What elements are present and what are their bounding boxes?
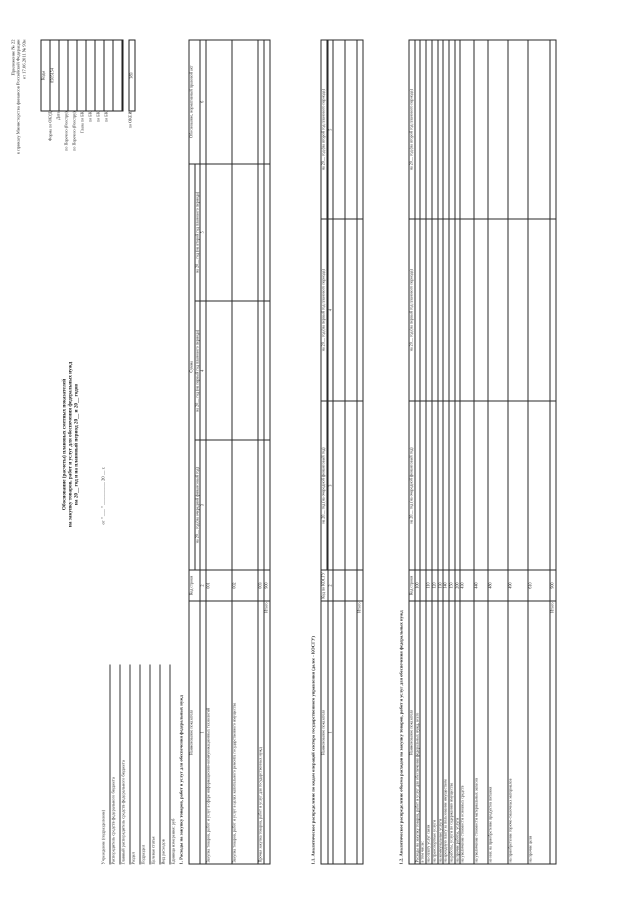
okei-label: по ОКЕИ	[127, 111, 133, 129]
table-row: на оплату услуг связи 110	[426, 40, 432, 864]
form-date: от " ___ " __________ 20 __ г.	[100, 466, 106, 525]
table-row: на арендную плату за пользование имуществом 140	[443, 40, 449, 864]
codes-labels: Форма по ОКУД Дата по Перечню (Реестру) по Перечню (Реестру) Глава по БК по БК по БК по БК	[47, 111, 109, 151]
table-row: Прочая закупка товаров, работ и услуг для государственных нужд 003	[258, 40, 264, 864]
table-row: на увеличение стоимости основных средств 430	[460, 40, 474, 864]
appendix-header	[11, 40, 27, 155]
order-line-1: к приказу Министерства финансов Российской Федерации	[15, 39, 21, 155]
table-row: на приобретение горюче-смазочных материалов 490	[508, 40, 528, 864]
table-row: на увеличение стоимости материальных запасов 440	[474, 40, 488, 864]
table-row: в том числе:	[420, 40, 426, 864]
table-2: Наименование показателя Код по КОСГУ на 20__ год (на очередной финансовый год) на 20__ год (на первый год планового периода) на 20__ год (на второй год планового периода) 1 2 3 4 5 Итого	[321, 40, 364, 865]
codes-header: Коды	[42, 41, 51, 111]
table-row: на прочие работы, услуги 200	[455, 40, 461, 864]
table-row: Закупка товаров, работ и услуг в целях капитального ремонта государственного имущества 002	[232, 40, 258, 864]
order-line-2: от 17.06.2011 № 93н	[21, 39, 27, 80]
table-row: на работы, услуги по содержанию имущества 150	[449, 40, 455, 864]
form-title	[63, 285, 81, 605]
table-row: на транспортные услуги 120	[432, 40, 438, 864]
title-line-3: на 20__ год и на плановый период 20__ и 20__ годов	[73, 383, 80, 506]
okei-value: 383	[129, 40, 136, 112]
section-1-title: 1. Расходы на закупку товаров, работ и услуг для обеспечения федеральных нужд	[178, 695, 184, 865]
table-row: на коммунальные услуги 130	[438, 40, 444, 864]
meta-fields: Учреждение (подразделение) Распорядитель средств федерального бюджета Главный распорядитель средств федерального бюджета Раздел Подраздел Целевая статья Вид расходов Единица измерения: руб	[101, 665, 180, 865]
table-1: Наименование показателя Код строки Сумма Обоснование, нормативный правовой акт на 20__ год (на очередной финансовый год) на 20__ год (на первый год планового периода) на 20__ год (на второй год планового периода) 1 2 3 4 5 6 Закупка товаров, работ и услуг в сфере информационно-коммуникационных технологий 001 Закупка товаров, работ и услуг в целях капитального ремонта государственного имущества 002 Прочая закупка товаров, работ и услуг для государственных нужд 003 Итого 900	[189, 40, 271, 865]
table-row: из них на приобретение продуктов питания 480	[488, 40, 508, 864]
table-row: Закупка товаров, работ и услуг в сфере информационно-коммуникационных технологий 001	[206, 40, 232, 864]
form-okud-code: 0505154	[51, 41, 60, 111]
codes-box	[41, 40, 124, 112]
table-row: на прочие цели 610	[528, 40, 550, 864]
form-sheet	[1, 0, 640, 905]
title-line-2: на закупку товаров, работ и услуг для обеспечения федеральных нужд	[67, 361, 74, 528]
appendix-number: Приложение № 22	[10, 39, 16, 76]
title-line-1: Обоснование (расчеты) плановых сметных показателей	[61, 378, 68, 511]
table-3: Наименование показателя Код строки на 20__ год (на очередной финансовый год) на 20__ год (на первый год планового периода) на 20__ год (на второй год планового периода) Расходы на закупку товаров, работ и услуг для обеспечения федеральных нужд, всего 100 в том числе: на оплату услуг связи 110 на транспортные услуги 120 на коммунальные услуги 130 на арендную плату за пользование имуществом 140 на работы, услуги по содержанию имущества 150 на прочие работы, услуги 200 на увеличение стоимости основных средств 430 на увеличение стоимости материальных запасов 440 из них на приобретение продуктов питания 480 на приобретение горюче-смазочных материалов 490 на прочие цели 610 Итого 900	[409, 40, 557, 865]
table-row: Итого 900	[550, 40, 556, 864]
table-row: Расходы на закупку товаров, работ и услуг для обеспечения федеральных нужд, всего 100	[415, 40, 421, 864]
section-11-title: 1.1. Аналитическое распределение по кодам операций сектора государственного управления (далее - КОСГУ)	[310, 636, 316, 865]
table-row: Итого 900	[264, 40, 270, 864]
section-12-title: 1.2. Аналитическое распределение объема расходов на закупку товаров, работ и услуг для обеспечения федеральных нужд	[398, 610, 404, 865]
